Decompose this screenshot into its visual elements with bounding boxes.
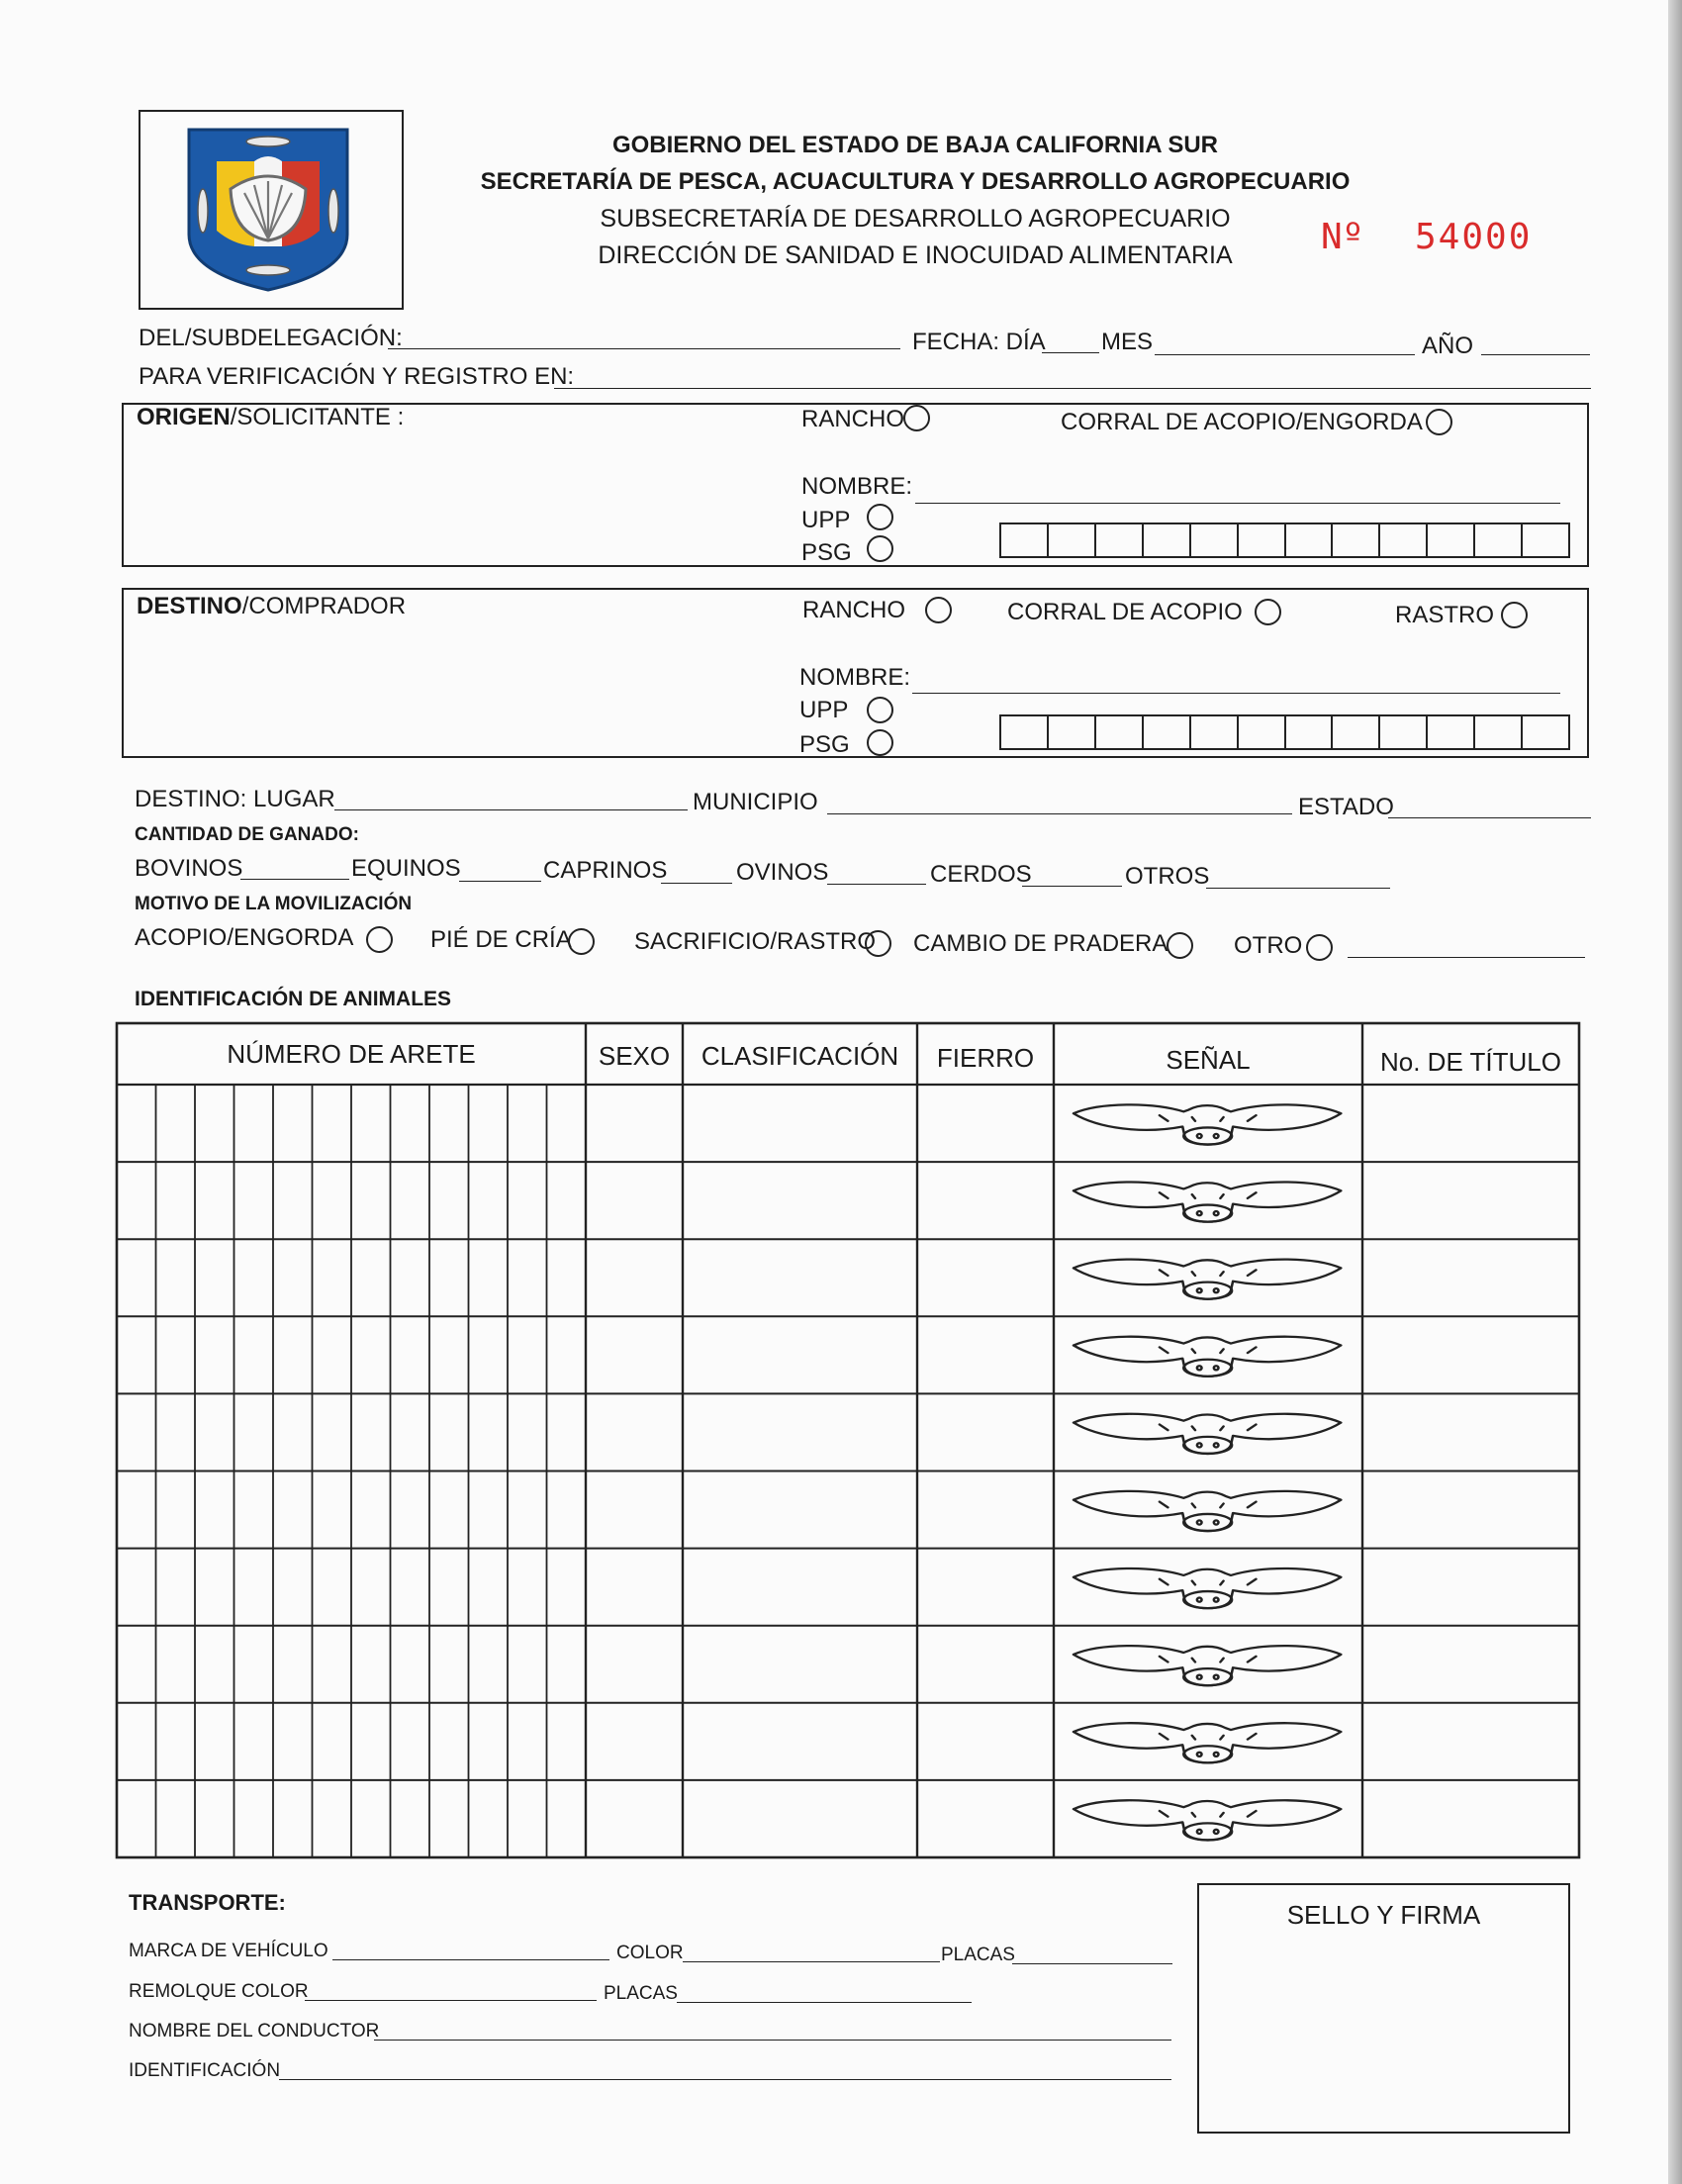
placas-label: PLACAS bbox=[941, 1945, 1015, 1965]
folio-number: 54000 bbox=[1415, 217, 1533, 257]
cattle-ear-mark-icon bbox=[1074, 1260, 1341, 1299]
origen-title-bold: ORIGEN bbox=[137, 404, 231, 430]
col-fierro: FIERRO bbox=[936, 1043, 1035, 1073]
conductor-label: NOMBRE DEL CONDUCTOR bbox=[129, 2021, 380, 2042]
cattle-ear-mark-icon bbox=[1074, 1182, 1341, 1221]
subsecretariat-title: SUBSECRETARÍA DE DESARROLLO AGROPECUARIO bbox=[600, 205, 1231, 233]
cantidad-title: CANTIDAD DE GANADO: bbox=[135, 824, 359, 845]
otros-label: OTROS bbox=[1125, 863, 1210, 890]
destino-psg-label: PSG bbox=[799, 731, 850, 758]
identificacion-conductor-label: IDENTIFICACIÓN bbox=[129, 2060, 281, 2081]
verificacion-label: PARA VERIFICACIÓN Y REGISTRO EN: bbox=[139, 363, 575, 390]
folio-prefix: Nº bbox=[1321, 217, 1364, 257]
vehiculo-color-label: COLOR bbox=[616, 1943, 684, 1963]
cattle-ear-mark-icon bbox=[1074, 1646, 1341, 1685]
cerdos-label: CERDOS bbox=[930, 861, 1032, 888]
col-clasificacion: CLASIFICACIÓN bbox=[701, 1041, 899, 1071]
otro-label: OTRO bbox=[1234, 932, 1303, 959]
municipio-label: MUNICIPIO bbox=[693, 789, 818, 815]
remolque-placas-field[interactable] bbox=[677, 2002, 972, 2003]
destino-title-bold: DESTINO bbox=[137, 593, 242, 619]
remolque-color-field[interactable] bbox=[305, 2000, 597, 2001]
cattle-ear-mark-icon bbox=[1074, 1568, 1341, 1608]
destino-rancho-label: RANCHO bbox=[802, 597, 906, 623]
destino-nombre-label: NOMBRE: bbox=[799, 664, 911, 691]
caprinos-label: CAPRINOS bbox=[543, 857, 668, 884]
col-sexo: SEXO bbox=[598, 1041, 671, 1071]
col-no-titulo: No. DE TÍTULO bbox=[1379, 1047, 1561, 1077]
destino-title-rest: /COMPRADOR bbox=[241, 593, 407, 619]
sacrificio-label: SACRIFICIO/RASTRO bbox=[634, 928, 877, 955]
placas-field[interactable] bbox=[1012, 1963, 1172, 1964]
pie-cria-label: PIÉ DE CRÍA bbox=[430, 926, 572, 953]
vehiculo-color-field[interactable] bbox=[683, 1961, 940, 1962]
origen-nombre-label: NOMBRE: bbox=[801, 473, 913, 500]
marca-vehiculo-field[interactable] bbox=[332, 1959, 609, 1960]
cattle-ear-mark-icon bbox=[1074, 1723, 1341, 1762]
origen-psg-label: PSG bbox=[801, 539, 852, 566]
sello-firma-label: SELLO Y FIRMA bbox=[1286, 1900, 1481, 1930]
secretariat-title: SECRETARÍA DE PESCA, ACUACULTURA Y DESARROLLO AGROPECUARIO bbox=[480, 168, 1351, 195]
bovinos-label: BOVINOS bbox=[135, 855, 243, 882]
identificacion-title: IDENTIFICACIÓN DE ANIMALES bbox=[135, 988, 452, 1010]
cattle-ear-mark-icon bbox=[1074, 1491, 1341, 1531]
anio-label: AÑO bbox=[1422, 332, 1474, 359]
table-outline bbox=[117, 1023, 1579, 1857]
cattle-ear-mark-icon bbox=[1074, 1337, 1341, 1377]
acopio-label: ACOPIO/ENGORDA bbox=[135, 924, 354, 951]
conductor-field[interactable] bbox=[374, 2040, 1171, 2041]
transporte-title: TRANSPORTE: bbox=[129, 1890, 286, 1915]
identificacion-conductor-field[interactable] bbox=[279, 2079, 1171, 2080]
cattle-ear-mark-icon bbox=[1074, 1414, 1341, 1454]
ovinos-label: OVINOS bbox=[736, 859, 829, 886]
remolque-placas-label: PLACAS bbox=[604, 1983, 678, 2004]
cambio-pradera-label: CAMBIO DE PRADERA bbox=[913, 930, 1168, 957]
remolque-color-label: REMOLQUE COLOR bbox=[129, 1981, 309, 2002]
equinos-label: EQUINOS bbox=[351, 855, 461, 882]
cattle-ear-mark-icon bbox=[1074, 1104, 1341, 1144]
destino-corral-label: CORRAL DE ACOPIO bbox=[1007, 599, 1243, 625]
fecha-dia-label: FECHA: DÍA bbox=[912, 329, 1046, 355]
subdelegacion-label: DEL/SUBDELEGACIÓN: bbox=[139, 325, 403, 351]
motivo-title: MOTIVO DE LA MOVILIZACIÓN bbox=[135, 894, 413, 914]
government-title: GOBIERNO DEL ESTADO DE BAJA CALIFORNIA SUR bbox=[611, 132, 1219, 158]
marca-vehiculo-label: MARCA DE VEHÍCULO bbox=[129, 1941, 328, 1961]
destino-upp-label: UPP bbox=[799, 697, 849, 723]
origen-title-rest: /SOLICITANTE : bbox=[230, 404, 405, 430]
direction-title: DIRECCIÓN DE SANIDAD E INOCUIDAD ALIMENTARIA bbox=[598, 241, 1233, 269]
origen-rancho-label: RANCHO bbox=[801, 406, 905, 432]
origen-upp-label: UPP bbox=[801, 507, 851, 533]
estado-label: ESTADO bbox=[1298, 794, 1394, 820]
destino-lugar-label: DESTINO: LUGAR bbox=[135, 786, 335, 812]
origen-corral-label: CORRAL DE ACOPIO/ENGORDA bbox=[1061, 409, 1423, 435]
col-senal: SEÑAL bbox=[1166, 1045, 1251, 1075]
cattle-ear-mark-icon bbox=[1074, 1800, 1341, 1840]
mes-label: MES bbox=[1101, 329, 1154, 355]
col-numero-arete: NÚMERO DE ARETE bbox=[227, 1039, 476, 1069]
destino-rastro-label: RASTRO bbox=[1395, 602, 1495, 628]
